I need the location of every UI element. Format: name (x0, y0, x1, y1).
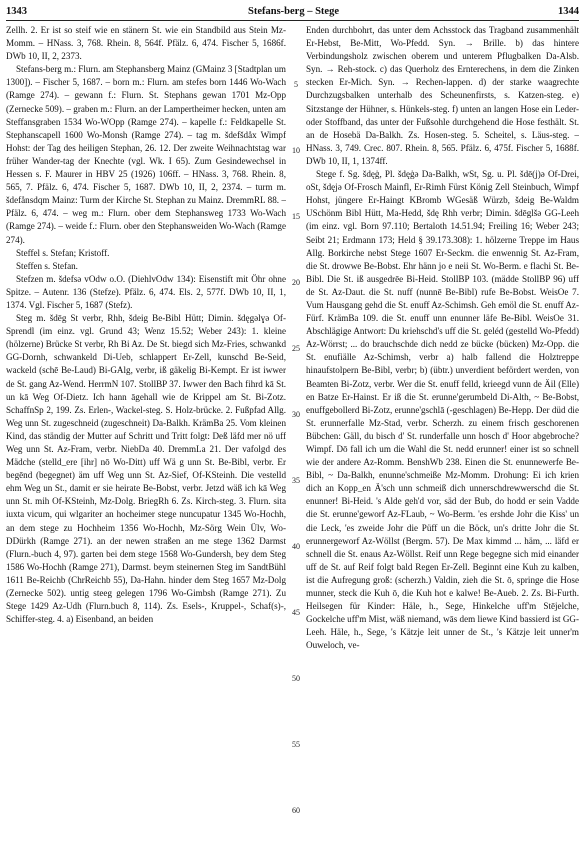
line-number: 30 (292, 410, 300, 419)
entry-steffen: Steffen s. Stefan. (16, 260, 78, 271)
line-number: 5 (294, 80, 298, 89)
line-number: 50 (292, 674, 300, 683)
line-number: 40 (292, 542, 300, 551)
entry-continuation: Zellh. 2. Er ist so steif wie en stänern St. wie ein Standbild aus Stein Mz-Momm. – HNass. 3, 768. Rhein. 8, 564f. Pfälz. 6, 474. Fischer 5, 1686f. DWb 10, II, 2, 2373. (6, 25, 286, 62)
header-rule (6, 20, 579, 21)
running-head-title: Stefans-berg – Stege (248, 6, 339, 17)
line-number: 20 (292, 278, 300, 287)
line-number: 35 (292, 476, 300, 485)
line-number: 60 (292, 806, 300, 815)
entry-stefzen: Stefzen m. šdefsə vOdw o.O. (DiehlvOdw 134): Eisenstift mit Öhr ohne Spitze. – Autenr. 136 (Stefze). Pfälz. 6, 474. Els. 2, 577f. DWb 10, II, 1, 1374. Vgl. Fischer 5, 1687 (Stefz). (6, 273, 286, 310)
line-number: 55 (292, 740, 300, 749)
page-number-left: 1343 (6, 6, 27, 17)
entry-stefans-berg: Stefans-berg m.: Flurn. am Stephansberg Mainz (GMainz 3 [Stadtplan um 1300]). – Fischer 5, 1687. – born m.: Flurn. am stefes born 1446 Wo-Wach (Ramge 274). – gewann f.: Flurn. St. Stephans gewan 1701 Mz-Opp (Zernecke 509). – graben m.: Flurn. an der Lampertheimer hecken, unten am Steffansgraben 1534 Wo-WOpp (Ramge 274). – kapelle f.: Feldkapelle St. Stephanscapell 1600 Wo-Monsh (Ramge 274). – tag m. šdefšdåx Wimpf Hohst: der Tag des heiligen Stephan, 26. 12. Der zweite Weihnachtstag war früher Wander-tag der Knechte (vgl. Wk. I 65). Zum Gesindewechsel in Hessen s. F. Maurer in HBV 25 (1926) 106ff. – HNass. 3, 768. Rhein. 8, 565, 7. Pfälz. 6, 474. Fischer 5, 1687. DWb 10, II, 2, 2374. – turm m. šdefånsdqm Mainz: Turm der Kirche St. Stephan zu Mainz. DremmRL 88. – Pfälz. 6, 474. – weg m.: Flurn. ober dem Stephansweg 1733 Wo-Wach (Ramge 274). – weide f.: Flurn. ober den Stephansweiden Wo-Wach (Ramge 274). (6, 64, 286, 245)
line-number: 25 (292, 344, 300, 353)
left-column (6, 24, 286, 850)
line-number: 10 (292, 146, 300, 155)
line-number: 15 (292, 212, 300, 221)
page-number-right: 1344 (558, 6, 579, 17)
entry-stege: Stege f. Sg. šdęġ, Pl. šdęġə Da-Balkh, wSt, Sg. u. Pl. šdē(j)ə Of-Drei, oSt, šdęjə Of-Frosch Mainfl, Er-Rimh Fürst König Zell Steinbuch, Wimpf Hohst, jüngere Er-Haingt KBromb WGesäß Würzb, šdeig Be-Waldm USchönm Bibl Hütt, Ma-Hedd, šdę Rhh verbr; Dimin. šdēglšə GG-Leeh (im einz. vgl. Born 97.110; Bertaloth 14.51.94; Freiling 16; Weber 243; Seibt 21; Erdmann 173; Held § 39.173.308): 1. hölzerne Treppe im Haus Allg. Borkirche nebst Stege 1607 Er-Seckm. die enwennig St. Az-Fram, die St. drowwe Be-Bobst. Ehr hänn jo e neii St. Wo-Berm. e flachi St. Be-Bibl. Die St. iß ausgedrēe Bi-Heid. StollBP 103. (mädde StollBP 96) uff de St. Az-Daut. die St. nuff (nunnē Be-Bibl) rufe Be-Bobst. WeisOe 7. Vum Hausgang gehd die St. enuff Az-Schimsh. Geh emöl die St. enuff Az-Fürf. KrämBa 109. die St. enuff unn enunner läfe Be-Bibl. WeisOe 31. Abschlägige Antwort: Du kriehschd's uff die St. geléd (gestelld Wo-Pfedd) Az-Wörrst; ... do brauchschde dich nedd ze bücke (bücken) Mz-Opp. die St. enufiälle Az-Schimsh, verbr a) halb fallend die Holztreppe hinaufstolpern Be-Bibl, verbr; b) (übtr.) unverdient befördert werden, von Beamten Bi-Zotz, verbr. Wer die St. enuff felld, krieegd vunn de Äil (Elle) en Batze Er-Hainst. Er iß die St. erunne'gerumbeld Di-Alth, ~ Be-Bobst, enuffgebollerd Bi-Zotz, erunne'gschlā (-geschlagen) Be-Hepp. Der düd die St. erunnerfalle Mz-Stad, verbr. Scherzh. zu einem frisch geschorenen Bübchen: Gäll, du bisch d' St. runderfalle unn hosch d' Hoor abgebroche? Wimpf. Dō fall ich um die Wahl die St. nedd erunner! einer ist so schnell wie der andere Az-Romm. BenshWb 238. Einen die St. enunnewerfe Be-Bibl, ~ Da-Balkh, enunne'schmeiße Mz-Momm. Drohung: Ei ich krien dich an Kopp_en Ä'sch unn schmeiß dich unnerschdrewwerschd die St. enunner! Bi-Heid. 's Alde geh'd vor, säd der Bub, do hodd er sein Vadde die St. erunne'geworf Az-FLaub, ~ Wo-Berm. 'es ershde Johr die Kiss' un die Leck, 'es zweide Johr die Püff un die Böck, un's dritte Johr die St. erunnergeworf Az-Wöllst (Bergm. 57). De Max kimmd ... häm, ... läfd er schnell die St. enaus Az-Wöllst. Reif unn Rege begegne sich mid einander uff de St. auf Reif folgt bald Regen Er-Zell. Beginnt eine Kuh zu kalben, ist die Aufregung groß: (scherzh.) Valdin, zieh die St. ō, springe die Hose munner, steck die Kuh ō, die Kuh hot e kalwe! Be-Aueb. 2. Zs. Bi-Furth. Heilsegen für Kinder: Häle, h., Sege, Hinkelche uff'm Stējelche, Gockelche uff'm Mist, wäß niemand, wās dem liewe Kind bassierd ist GG-Leeh. Häle, h., Sege, 's Kätzje leit unner de St., 's Kätzje leit unner'm Ouweloch, ve- (306, 169, 579, 651)
right-column (306, 24, 579, 850)
entry-steffel: Steffel s. Stefan; Kristoff. (16, 247, 110, 258)
entry-steg: Steg m. šdēg St verbr, Rhh, šdeig Be-Bibl Hütt; Dimin. šdęgəlɣə Of-Sprendl (im einz. vgl. Grund 43; Wenz 15.52; Weber 243): 1. kleine (hölzerne) Brücke St verbr, Rh Bi Az. De St. biegd sich Mz-Fries, schwankd GG-Dornh, schwankeld Di-Ueb, schlappert Er-Zell, kunschd Be-Seid, wackeld (schē Be-Laud) Bi-GAlg, verbr, iß gäkelig Bi-Kempt. Er ist iwwer de St. gang Az-Wend. HerrmN 107. StollBP 37. Iwwer den Bach fihrd kā St. un kā Weg Of-Dietz. Ich hann āgehall wie de Krippel am St. Bi-Zotz. SchaffnSp 2, 199. Zs. Erlen-, Wackel-steg. S. Holz-brücke. 2. Fußpfad Allg. Weg unn St. zugeschneid (zugeschneit) Da-Balkh. KrämBa 25. Vom kleinen Kind, das ständig der Mutter auf Schritt und Tritt folgt: Deß läfd mer nö uff Weg unn St. Az-Fram, verbr. NiebDa 40. DremmLa 21. Der vafolgd des Mädche (stelld_ere [ihr] nō Wo-Ditt) uff Wä g unn St. Be-Bibl, verbr. Er begēnd (begegnet) äm uff Weg unn St. Az-Sief, Of-KSteinh. Die vestelld ehm Weg un St., damit er sie heirate Be-Bobst, verbr. Jetzd wäß ich kā Weg unn St. mih Of-KSteinh, Mz-Dolg. BriegRh 6. Zs. Kirch-steg. 3. Flurn. sita iuxta vicum, qui wlgariter an hocheimer stege nuncupatur 1345 Wo-Hochh, an dem stege zu Hochheim 1356 Wo-Hochh, Mz-Sörg Wein Ülv, Wo-DDürkh (Ramge 271). an der newen straßen an me stege 1362 Darmst (Flurn.-buch 4, 97). garten bei dem stege 1568 Wo-Gundersh, bey dem Steg 1586 Wo-Hochh (Ramge 271), Darmst. beym steinernen Steg im SandtBühl 1611 Be-Reichb (ChrReichb 55), Da-Hahn. hinder dem Steg 1657 Mz-Dolg (Zernecke 502). untig steeg gelegen 1796 Wo-Gimbsh (Ramge 271). Zu Stege 1429 Az-Udh (Flurn.buch 8, 114). Zs. Esels-, Kruppel-, Schaf(s)-, Schiffer-steg. 4. a) Eisenband, an beiden (6, 313, 286, 625)
line-number: 45 (292, 608, 300, 617)
entry-steg-continuation: Enden durchbohrt, das unter dem Achsstock das Tragband zusammenhält Er-Hebst, Be-Mitt, Wo-Pfedd. Syn. → Brille. b) das hintere Verbindungsholz zwischen oberem und unterem Pflugbalken Da-Alsb. Syn. → Reh-stock. c) das Querholz des Ernterechens, in dem die Zinken stecken Er-Mich. Syn. → Rechen-lappen. d) der starke waagrechte Durchzugsbalken unterhalb des Scheunenfirsts, s. Katzen-steg. e) Sitzstange der Hühner, s. Hünkels-steg. f) unten an langen Hose ein Leder- oder Stoffband, das unter der Fußsohle durchgehend die Hose festhält. St. an de Hosebä Da-Balkh. Zs. Hosen-steg. 5. Scheitel, s. Läus-steg. – HNass. 3, 749. Crec. 807. Rhein. 8, 565. Pfälz. 6, 475f. Fischer 5, 1688f. DWb 10, II, 1, 1374ff. (306, 25, 579, 166)
